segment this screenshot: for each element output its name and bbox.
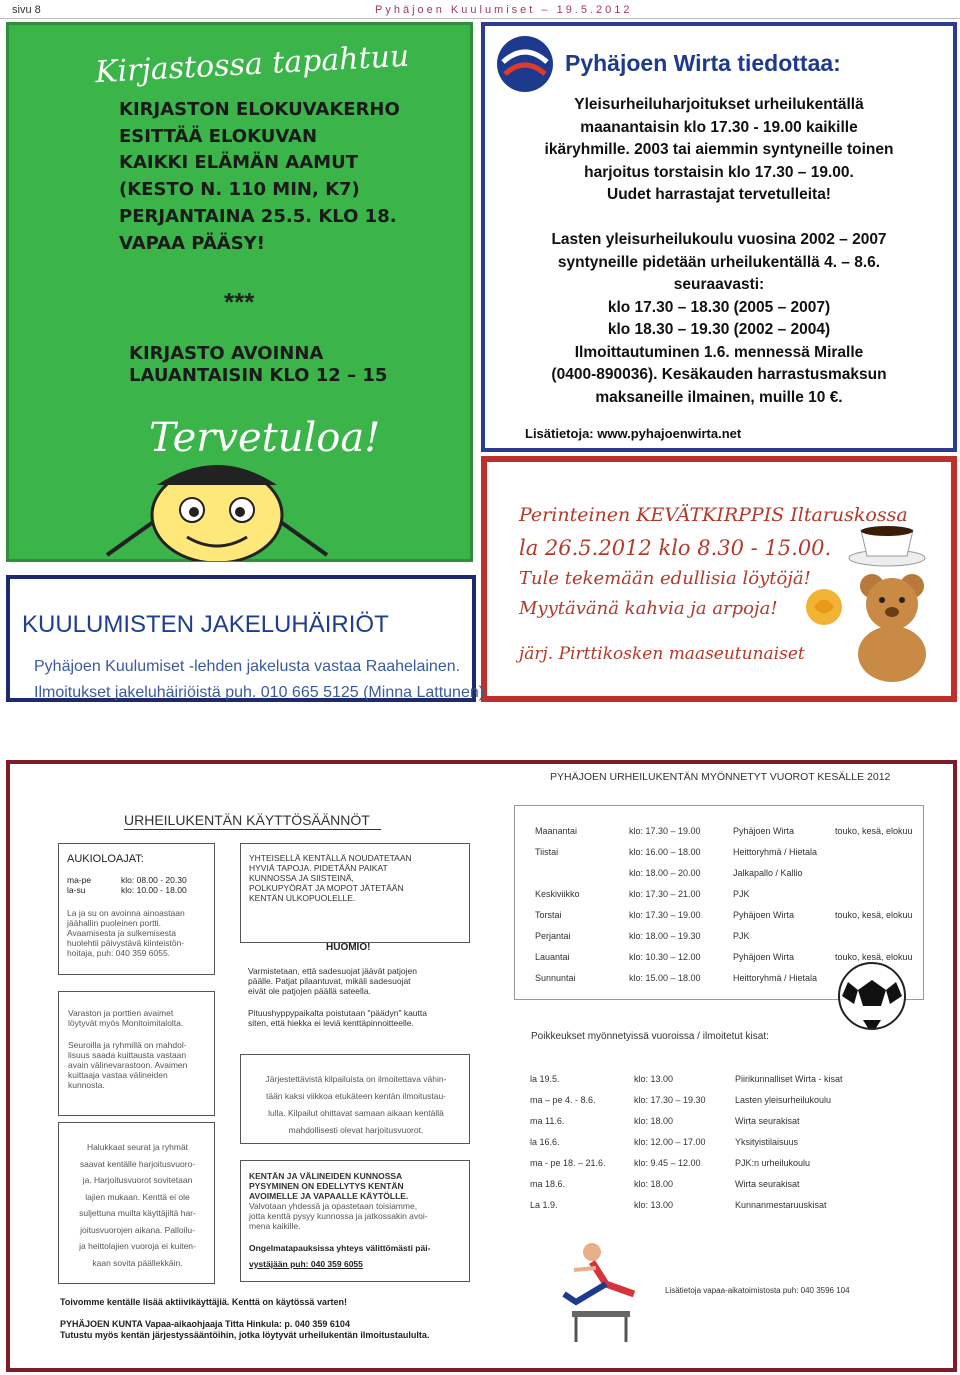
schedule-day: Lauantai [535, 952, 570, 962]
keys-line-2: löytyvät myös Monitoimitalolta. [68, 1018, 184, 1028]
schedule-day: Perjantai [535, 931, 571, 941]
exception-time: klo: 12.00 – 17.00 [634, 1137, 706, 1147]
kunnossa-line-3: AVOIMELLE JA VAPAALLE KÄYTÖLLE. [249, 1191, 409, 1201]
exception-who: Kunnanmestaruuskisat [735, 1200, 827, 1210]
kirppis-line-4: Myytävänä kahvia ja arpoja! [519, 598, 778, 619]
library-ad [6, 22, 473, 562]
seurat-line-5: suljettuna muilta käyttäjiltä har- [79, 1208, 196, 1218]
library-line-6: VAPAA PÄÄSY! [119, 233, 265, 254]
hours-time-2: klo: 10.00 - 18.00 [121, 885, 187, 895]
exception-who: Wirta seurakisat [735, 1179, 800, 1189]
hours-day-1: ma-pe [67, 875, 92, 885]
shared-line-5: KENTÄN ULKOPUOLELLE. [249, 893, 356, 903]
huomio-line-1: Varmistetaan, että sadesuojat jäävät patjojen [248, 966, 418, 976]
shared-line-3: KUNNOSSA JA SIISTEINÄ, [249, 873, 354, 883]
wirta-line-9: seuraavasti: [673, 276, 765, 293]
kilpailut-line-2: tään kaksi viikkoa etukäteen kentän ilmoitustau- [265, 1091, 446, 1101]
seurat-line-8: kaan sovita päällekkäin. [92, 1257, 183, 1268]
pituus-line-2: siten, että hiekka ei leviä kenttäpinnoitteelle. [248, 1018, 414, 1028]
wirta-logo-icon [493, 32, 557, 96]
shared-line-2: HYVIÄ TAPOJA. PIDETÄÄN PAIKAT [249, 863, 388, 873]
footer-line-1: Toivomme kentälle lisää aktiivikäyttäjiä. Kenttä on käytössä varten! [60, 1297, 347, 1307]
schedule-info: Lisätietoja vapaa-aikatoimistosta puh: 040 3596 104 [665, 1286, 850, 1295]
schedule-who: Pyhäjoen Wirta [733, 952, 795, 962]
jakelu-line-1: Pyhäjoen Kuulumiset -lehden jakelusta vastaa Raahelainen. [34, 658, 461, 675]
wirta-website[interactable]: Lisätietoja: www.pyhajoenwirta.net [525, 426, 742, 441]
exception-time: klo: 17.30 – 19.30 [634, 1095, 706, 1105]
open-title: AUKIOLOAJAT: [67, 853, 144, 865]
kirppis-line-5: järj. Pirttikosken maaseutunaiset [519, 644, 805, 664]
exception-day: la 19.5. [530, 1074, 560, 1084]
exception-time: klo: 13.00 [634, 1200, 674, 1210]
huomio-line-3: eivät ole patjojen päällä sateella. [248, 986, 371, 996]
schedule-title: PYHÄJOEN URHEILUKENTÄN MYÖNNETYT VUOROT KESÄLLE 2012 [550, 771, 891, 783]
groups-line-5: kunnosta. [68, 1080, 105, 1090]
schedule-who: Heittoryhmä / Hietala [733, 973, 818, 983]
ongelma-line-1: Ongelmatapauksissa yhteys välittömästi päi- [249, 1243, 431, 1253]
schedule-day: Tiistai [535, 847, 559, 857]
footer-line-3: Tutustu myös kentän järjestyssääntöihin, jotka löytyvät urheilukentän ilmoitustaululta. [60, 1330, 430, 1340]
exception-time: klo: 18.00 [634, 1179, 674, 1189]
shared-line-4: POLKUPYÖRÄT JA MOPOT JÄTETÄÄN [249, 883, 404, 893]
kunnossa-line-2: PYSYMINEN ON EDELLYTYS KENTÄN [249, 1181, 404, 1191]
seurat-line-1: Halukkaat seurat ja ryhmät [86, 1142, 189, 1152]
huomio-title: HUOMIO! [326, 942, 371, 953]
library-open-2: LAUANTAISIN KLO 12 – 15 [129, 365, 388, 386]
seurat-line-4: lajien mukaan. Kenttä ei ole [85, 1191, 190, 1202]
exception-time: klo: 18.00 [634, 1116, 674, 1126]
wirta-line-8: syntyneille pidetään urheilukentällä 4. – 8.6. [557, 253, 881, 271]
exception-day: la 16.6. [530, 1137, 560, 1147]
football-icon [836, 960, 908, 1032]
schedule-who: Pyhäjoen Wirta [733, 910, 795, 920]
schedule-day: Sunnuntai [535, 973, 576, 983]
hours-day-2: la-su [67, 885, 86, 895]
schedule-time: klo: 16.00 – 18.00 [629, 847, 701, 857]
groups-line-1: Seuroilla ja ryhmillä on mahdol- [68, 1040, 187, 1050]
schedule-who: Pyhäjoen Wirta [733, 826, 795, 836]
keys-box [58, 991, 215, 1116]
exception-day: ma 11.6. [530, 1116, 565, 1126]
wirta-line-1: Yleisurheiluharjoitukset urheilukentällä [574, 96, 864, 113]
kirppis-line-3: Tule tekemään edullisia löytöjä! [519, 568, 811, 589]
library-heading: Kirjastossa tapahtuu [94, 38, 411, 91]
library-line-4: (KESTO N. 110 MIN, K7) [119, 179, 360, 200]
smiley-kid-icon [67, 445, 367, 561]
hurdler-icon [546, 1234, 656, 1346]
open-note-line-3: Avaamisesta ja sulkemisesta [67, 928, 176, 938]
keys-line-1: Varaston ja porttien avaimet [68, 1008, 174, 1018]
valvotaan-line-2: jotta kenttä pysyy kunnossa ja jatkossakin avoi- [249, 1211, 428, 1221]
header-divider [0, 18, 960, 19]
exception-who: Yksityistilaisuus [735, 1137, 799, 1147]
exception-who: Piirikunnalliset Wirta - kisat [735, 1074, 843, 1084]
publication-header: Pyhäjoen Kuulumiset – 19.5.2012 [375, 4, 633, 16]
library-line-1: KIRJASTON ELOKUVAKERHO [119, 99, 400, 120]
library-greeting: Tervetuloa! [149, 415, 381, 461]
field-rules-frame [6, 760, 957, 1372]
wirta-line-10: klo 17.30 – 18.30 (2005 – 2007) [607, 298, 831, 316]
rose-icon [799, 582, 849, 632]
wirta-line-14: maksaneille ilmainen, muille 10 €. [595, 388, 843, 406]
footer-line-2: PYHÄJOEN KUNTA Vapaa-aikaohjaaja Titta Hinkula: p. 040 359 6104 [60, 1319, 350, 1329]
schedule-time: klo: 15.00 – 18.00 [629, 973, 701, 983]
schedule-who: Heittoryhmä / Hietala [733, 847, 818, 857]
wirta-line-7: Lasten yleisurheilukoulu vuosina 2002 – 2007 [551, 231, 887, 248]
open-note-line-1: La ja su on avoinna ainoastaan [67, 908, 185, 918]
kilpailut-line-1: Järjestettävistä kilpailuista on ilmoitettava vähin- [265, 1074, 447, 1084]
exception-day: ma - pe 18. – 21.6. [530, 1158, 606, 1168]
seurat-line-2: saavat kentälle harjoitusvuoro- [79, 1158, 196, 1169]
seurat-line-3: ja. Harjoitusvuorot sovitetaan [82, 1175, 193, 1185]
schedule-when: touko, kesä, elokuu [835, 952, 913, 962]
schedule-day: Keskiviikko [535, 889, 580, 899]
schedule-time: klo: 17.30 – 19.00 [629, 910, 701, 920]
exceptions-title: Poikkeukset myönnetyissä vuoroissa / ilmoitetut kisat: [531, 1031, 769, 1042]
library-line-5: PERJANTAINA 25.5. KLO 18. [119, 206, 397, 227]
groups-line-3: avain välinevarastoon. Avaimen [68, 1060, 188, 1070]
schedule-time: klo: 10.30 – 12.00 [629, 952, 701, 962]
seurat-box [58, 1122, 215, 1284]
jakelu-notice [6, 575, 485, 702]
kunnossa-box [240, 1160, 470, 1282]
wirta-line-4: harjoitus torstaisin klo 17.30 – 19.00. [584, 163, 854, 181]
page-number: sivu 8 [12, 4, 41, 16]
kilpailut-line-4: mahdollisesti olevat harjoitusvuorot. [288, 1125, 424, 1135]
coffee-cup-icon [847, 522, 927, 568]
seurat-line-7: ja heittolajien vuoroja ei kuiten- [79, 1241, 196, 1251]
exception-time: klo: 13.00 [634, 1074, 674, 1084]
library-stars: *** [224, 287, 255, 317]
huomio-line-2: päälle. Patjat pilaantuvat, mikäli sadesuojat [248, 976, 411, 986]
schedule-time: klo: 17.30 – 21.00 [629, 889, 701, 899]
library-line-3: KAIKKI ELÄMÄN AAMUT [119, 152, 358, 173]
jakelu-line-2: Ilmoitukset jakeluhäiriöistä puh. 010 665 5125 (Minna Lattunen) [34, 684, 485, 701]
wirta-line-2: maanantaisin klo 17.30 - 19.00 kaikille [580, 118, 858, 136]
kirppis-line-1: Perinteinen KEVÄTKIRPPIS Iltaruskossa [519, 504, 908, 526]
wirta-line-5: Uudet harrastajat tervetulleita! [607, 186, 831, 203]
schedule-day: Torstai [535, 910, 562, 920]
schedule-day: Maanantai [535, 826, 578, 836]
kilpailut-box [240, 1054, 470, 1144]
pituus-line-1: Pituushyppypaikalta poistutaan "päädyn" kautta [248, 1008, 427, 1018]
wirta-title: Pyhäjoen Wirta tiedottaa: [565, 50, 841, 76]
groups-line-2: lisuus saada kuittausta vastaan [68, 1050, 187, 1060]
shared-box [240, 843, 470, 943]
schedule-time: klo: 18.00 – 19.30 [629, 931, 701, 941]
wirta-announcement [481, 22, 957, 452]
exception-who: Wirta seurakisat [735, 1116, 800, 1126]
library-line-2: ESITTÄÄ ELOKUVAN [119, 126, 318, 147]
schedule-when: touko, kesä, elokuu [835, 826, 913, 836]
exception-who: Lasten yleisurheilukoulu [735, 1095, 832, 1105]
kirppis-ad [481, 456, 957, 702]
open-note-line-4: huolehtii päivystävä kiinteistön- [67, 938, 185, 948]
wirta-line-12: Ilmoittautuminen 1.6. mennessä Miralle [574, 343, 864, 361]
schedule-time: klo: 17.30 – 19.00 [629, 826, 701, 836]
schedule-when: touko, kesä, elokuu [835, 910, 913, 920]
exception-day: ma 18.6. [530, 1179, 566, 1189]
wirta-line-13: (0400-890036). Kesäkauden harrastusmaksun [551, 366, 887, 383]
shared-line-1: YHTEISELLÄ KENTÄLLÄ NOUDATETAAN [249, 853, 412, 863]
kilpailut-line-3: lulla. Kilpailut ohittavat samaan aikaan kentällä [268, 1108, 444, 1118]
kirppis-line-2: la 26.5.2012 klo 8.30 - 15.00. [519, 536, 832, 560]
exception-who: PJK:n urheilukoulu [735, 1158, 811, 1168]
wirta-line-11: klo 18.30 – 19.30 (2002 – 2004) [607, 321, 831, 338]
rules-heading-underline [124, 829, 381, 830]
schedule-time: klo: 18.00 – 20.00 [629, 868, 701, 878]
exception-day: La 1.9. [530, 1200, 558, 1210]
schedule-who: PJK [733, 889, 750, 899]
open-note-line-2: jäähallin puoleinen portti. [67, 918, 162, 928]
library-open-1: KIRJASTO AVOINNA [129, 343, 324, 364]
hours-time-1: klo: 08.00 - 20.30 [121, 875, 187, 885]
kunnossa-line-1: KENTÄN JA VÄLINEIDEN KUNNOSSA [249, 1171, 403, 1181]
open-note-line-5: hoitaja, puh: 040 359 6055. [67, 948, 171, 958]
ongelma-line-2[interactable]: vystäjään puh: 040 359 6055 [249, 1259, 363, 1269]
rules-heading: URHEILUKENTÄN KÄYTTÖSÄÄNNÖT [124, 812, 370, 828]
groups-line-4: kuittaaja vastaa välineiden [68, 1070, 168, 1080]
schedule-who: Jalkapallo / Kallio [733, 868, 803, 878]
exception-time: klo: 9.45 – 12.00 [634, 1158, 701, 1168]
jakelu-heading: KUULUMISTEN JAKELUHÄIRIÖT [22, 611, 389, 638]
exception-day: ma – pe 4. - 8.6. [530, 1095, 596, 1105]
wirta-line-3: ikäryhmille. 2003 tai aiemmin syntyneille toinen [544, 141, 894, 158]
schedule-who: PJK [733, 931, 750, 941]
seurat-line-6: joitusvuorojen aikana. Palloilu- [80, 1224, 195, 1235]
teddy-bear-icon [842, 564, 942, 684]
opening-hours-box [58, 843, 215, 975]
valvotaan-line-3: mena kaikille. [249, 1221, 301, 1231]
valvotaan-line-1: Valvotaan yhdessä ja opastetaan toisiamme, [249, 1201, 418, 1211]
